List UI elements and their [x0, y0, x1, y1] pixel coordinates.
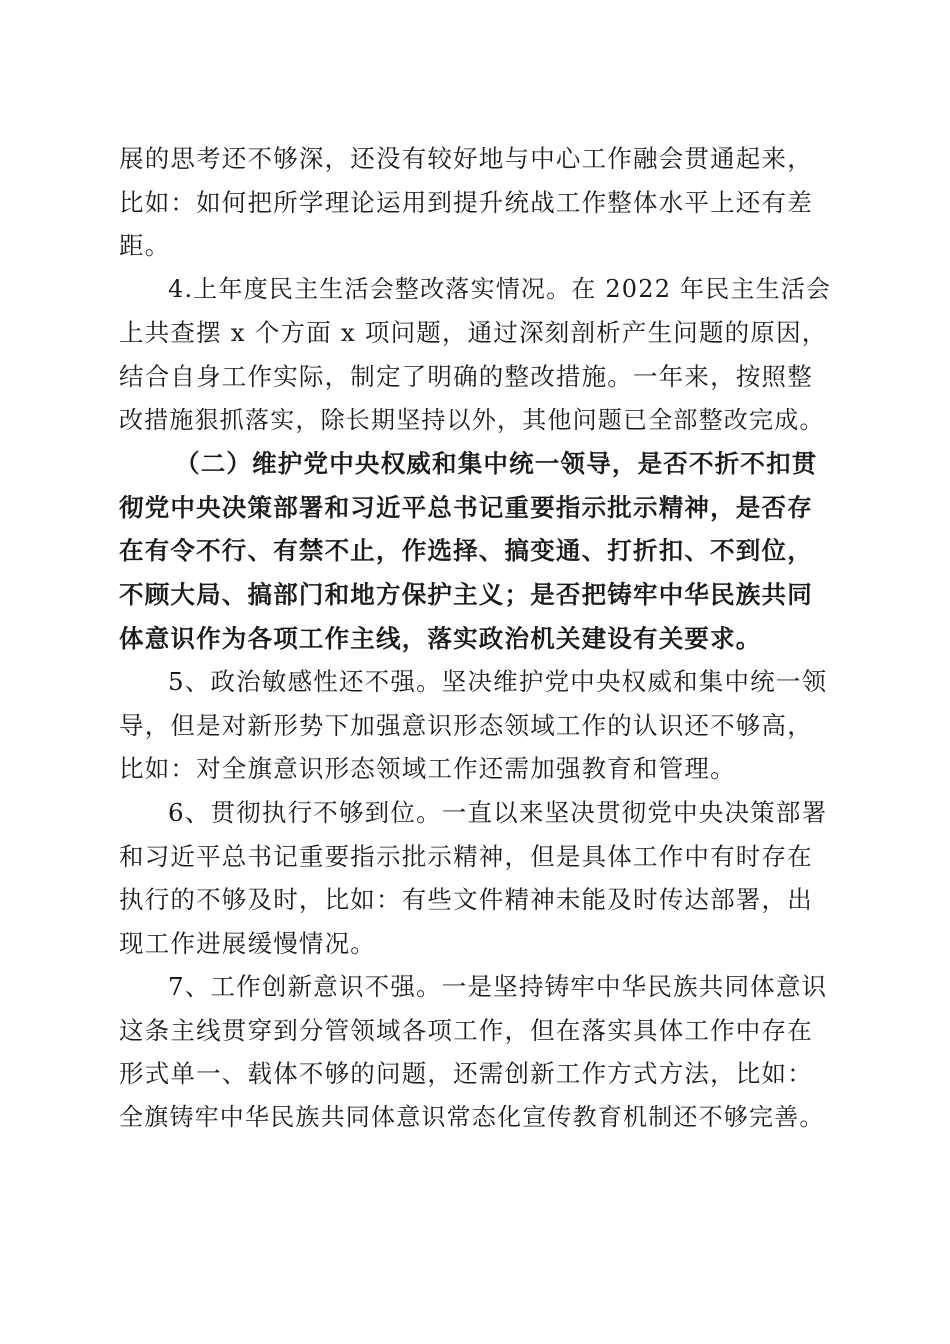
paragraph-line: 这条主线贯穿到分管领域各项工作，但在落实具体工作中存在: [119, 1015, 813, 1045]
paragraph-line: 现工作进展缓慢情况。: [119, 928, 376, 958]
paragraph-line: 改措施狠抓落实，除长期坚持以外，其他问题已全部整改完成。: [119, 405, 825, 434]
paragraph-line: 距。: [119, 231, 171, 261]
paragraph-line: 执行的不够及时，比如：有些文件精神未能及时传达部署，出: [119, 885, 813, 915]
paragraph-line: 比如：对全旗意识形态领域工作还需加强教育和管理。: [119, 754, 736, 784]
paragraph-line: 4.上年度民主生活会整改落实情况。在 2022 年民主生活会: [168, 274, 832, 303]
paragraph-line: 5、政治敏感性还不强。坚决维护党中央权威和集中统一领: [168, 667, 828, 697]
paragraph-line: 全旗铸牢中华民族共同体意识常态化宣传教育机制还不够完善。: [119, 1103, 825, 1132]
paragraph-line: 和习近平总书记重要指示批示精神，但是具体工作中有时存在: [119, 841, 813, 871]
paragraph-line: 导，但是对新形势下加强意识形态领域工作的认识还不够高，: [119, 710, 813, 740]
paragraph-line: 形式单一、载体不够的问题，还需创新工作方式方法，比如：: [119, 1059, 813, 1089]
paragraph-line: 上共查摆 x 个方面 x 项问题，通过深刻剖析产生问题的原因，: [119, 318, 828, 348]
paragraph-line: 6、贯彻执行不够到位。一直以来坚决贯彻党中央决策部署: [168, 797, 828, 827]
paragraph-line: 7、工作创新意识不强。一是坚持铸牢中华民族共同体意识: [168, 972, 828, 1002]
section-heading-line: 彻党中央决策部署和习近平总书记重要指示批示精神，是否存: [119, 492, 813, 522]
section-heading-line: 在有令不行、有禁不止，作选择、搞变通、打折扣、不到位，: [119, 536, 813, 566]
paragraph-line: 比如：如何把所学理论运用到提升统战工作整体水平上还有差: [119, 187, 813, 217]
section-heading-line: （二）维护党中央权威和集中统一领导，是否不折不扣贯: [175, 449, 818, 479]
section-heading-line: 不顾大局、搞部门和地方保护主义；是否把铸牢中华民族共同: [119, 579, 813, 609]
paragraph-line: 展的思考还不够深，还没有较好地与中心工作融会贯通起来，: [119, 144, 813, 173]
section-heading-line: 体意识作为各项工作主线，落实政治机关建设有关要求。: [119, 623, 762, 653]
body-text: [119, 137, 831, 1140]
paragraph-line: 结合自身工作实际，制定了明确的整改措施。一年来，按照整: [119, 361, 813, 391]
